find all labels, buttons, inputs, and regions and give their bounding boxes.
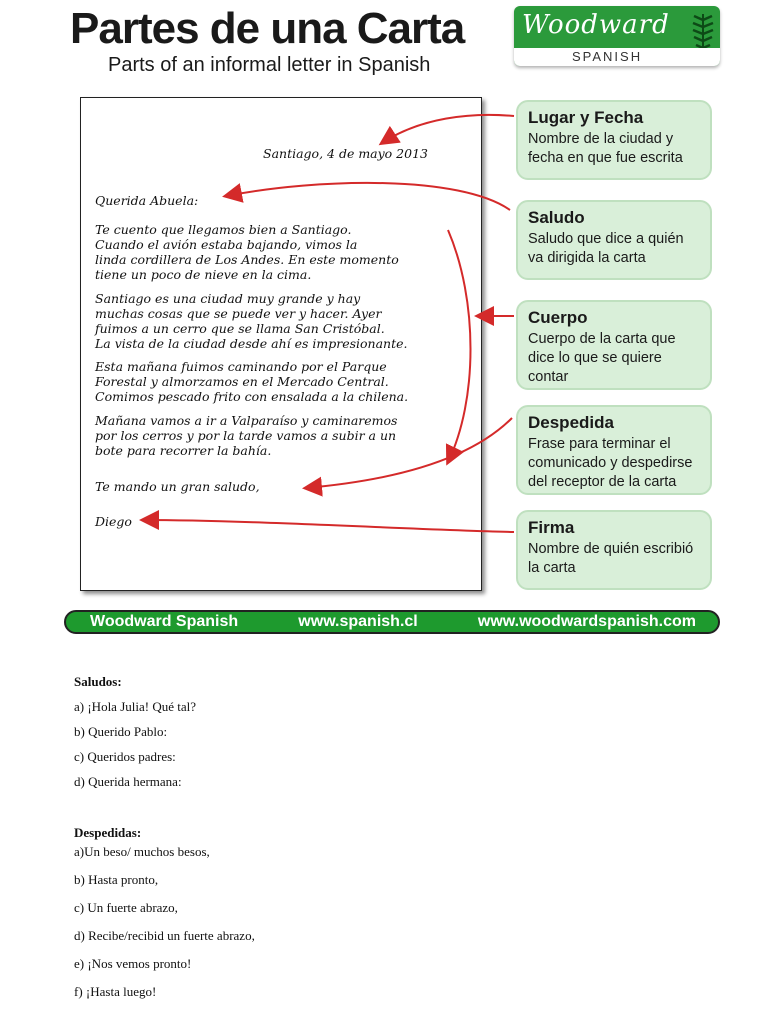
- part-line: contar: [528, 369, 569, 385]
- part-box-lugar-fecha: [516, 100, 712, 180]
- part-title: Despedida: [528, 413, 614, 432]
- page-title: Partes de una Carta: [70, 4, 465, 53]
- letter-greeting: Querida Abuela:: [95, 193, 199, 208]
- despedidas-heading: Despedidas:: [74, 825, 142, 840]
- list-item: c) Queridos padres:: [74, 749, 176, 764]
- footer-link-spanish-cl[interactable]: www.spanish.cl: [298, 613, 418, 630]
- part-line: Cuerpo de la carta que: [528, 331, 676, 347]
- footer-banner: [64, 610, 720, 634]
- part-line: dice lo que se quiere: [528, 350, 662, 366]
- part-line: va dirigida la carta: [528, 250, 646, 266]
- letter-paragraph: [95, 222, 399, 282]
- letter-signature: Diego: [95, 514, 132, 529]
- part-title: Cuerpo: [528, 308, 588, 327]
- letter-line: por los cerros y por la tarde vamos a subir a un: [95, 428, 397, 443]
- part-line: Saludo que dice a quién: [528, 231, 684, 247]
- list-item: f) ¡Hasta luego!: [74, 984, 157, 999]
- footer-brand: Woodward Spanish: [90, 613, 239, 630]
- list-item: a) ¡Hola Julia! Qué tal?: [74, 699, 197, 714]
- letter-line: Te cuento que llegamos bien a Santiago.: [95, 222, 352, 237]
- logo-subtitle: SPANISH: [514, 48, 720, 66]
- part-box-despedida: [516, 405, 712, 495]
- letter-sheet: [80, 97, 482, 591]
- letter-line: Esta mañana fuimos caminando por el Parque: [95, 359, 387, 374]
- footer-link-woodwardspanish[interactable]: www.woodwardspanish.com: [477, 613, 696, 630]
- letter-paragraph: [95, 291, 407, 351]
- list-item: d) Recibe/recibid un fuerte abrazo,: [74, 928, 255, 943]
- list-item: b) Hasta pronto,: [74, 872, 159, 887]
- part-line: Frase para terminar el: [528, 436, 671, 452]
- letter-line: Forestal y almorzamos en el Mercado Central.: [95, 374, 389, 389]
- part-line: Nombre de la ciudad y: [528, 131, 674, 147]
- part-box-cuerpo: [516, 300, 712, 390]
- letter-line: Comimos pescado frito con ensalada a la chilena.: [95, 389, 409, 404]
- part-line: la carta: [528, 560, 576, 576]
- page-subtitle: Parts of an informal letter in Spanish: [108, 54, 431, 76]
- saludos-heading: Saludos:: [74, 674, 122, 689]
- letter-line: fuimos a un cerro que se llama San Cristóbal.: [95, 321, 385, 336]
- part-line: Nombre de quién escribió: [528, 541, 694, 557]
- list-item: c) Un fuerte abrazo,: [74, 900, 178, 915]
- letter-paragraph: [95, 359, 408, 404]
- part-line: fecha en que fue escrita: [528, 150, 683, 166]
- list-item: e) ¡Nos vemos pronto!: [74, 956, 192, 971]
- part-title: Saludo: [528, 208, 585, 227]
- letter-line: La vista de la ciudad desde ahí es impresionante.: [95, 336, 408, 351]
- part-line: del receptor de la carta: [528, 474, 677, 490]
- part-line: comunicado y despedirse: [528, 455, 693, 471]
- letter-line: tiene un poco de nieve en la cima.: [95, 267, 312, 282]
- part-title: Lugar y Fecha: [528, 108, 644, 127]
- letter-line: Cuando el avión estaba bajando, vimos la: [95, 237, 358, 252]
- part-box-saludo: [516, 200, 712, 280]
- part-title: Firma: [528, 518, 575, 537]
- letter-line: Mañana vamos a ir a Valparaíso y caminaremos: [95, 413, 398, 428]
- part-box-firma: [516, 510, 712, 590]
- letter-line: muchas cosas que se puede ver y hacer. Ayer: [95, 306, 382, 321]
- logo-name: Woodward: [522, 10, 670, 40]
- letter-place-date: Santiago, 4 de mayo 2013: [263, 146, 428, 161]
- list-item: d) Querida hermana:: [74, 774, 182, 789]
- letter-paragraph: [95, 413, 397, 458]
- letter-line: bote para recorrer la bahía.: [95, 443, 272, 458]
- woodward-logo: [514, 6, 720, 66]
- list-item: a)Un beso/ muchos besos,: [74, 844, 210, 859]
- letter-closing: Te mando un gran saludo,: [95, 479, 260, 494]
- letter-line: linda cordillera de Los Andes. En este momento: [95, 252, 399, 267]
- list-item: b) Querido Pablo:: [74, 724, 168, 739]
- letter-line: Santiago es una ciudad muy grande y hay: [95, 291, 361, 306]
